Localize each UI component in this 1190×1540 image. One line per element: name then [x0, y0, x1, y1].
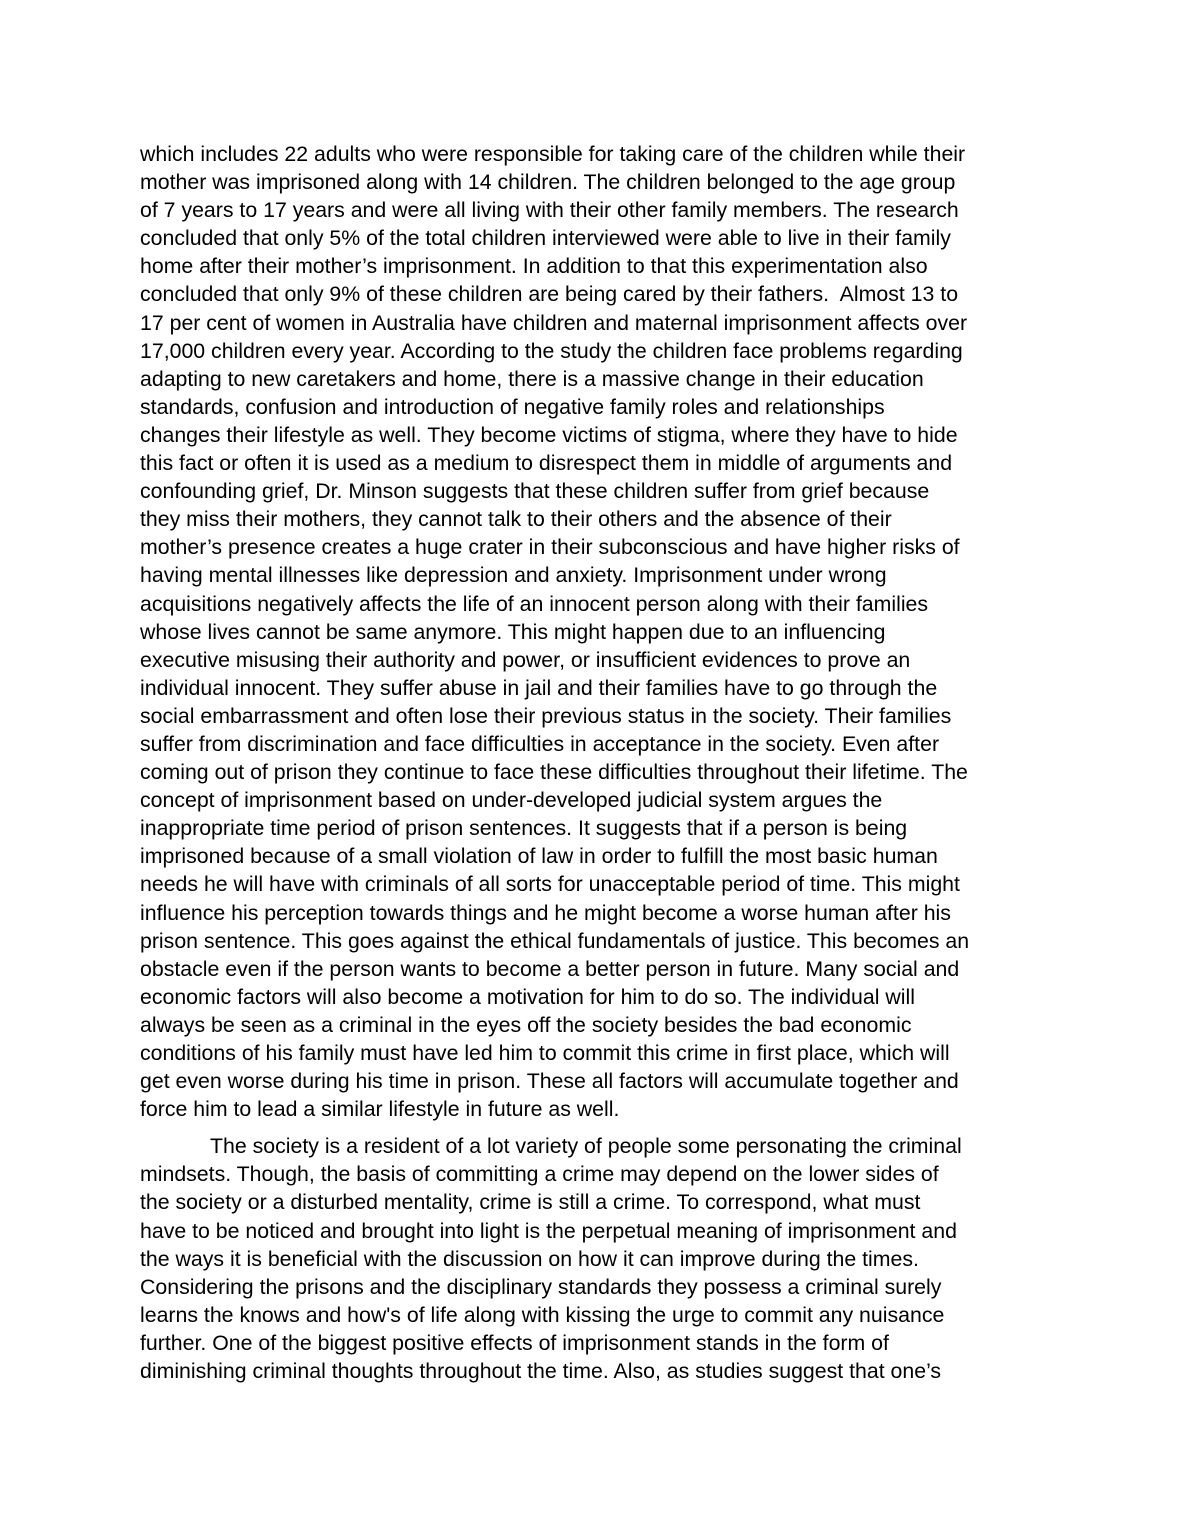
- text-line: The society is a resident of a lot variety of people some personating the criminal: [210, 1134, 962, 1159]
- text-line: social embarrassment and often lose their previous status in the society. Their families: [140, 703, 952, 728]
- text-line: executive misusing their authority and power, or insufficient evidences to prove an: [140, 647, 911, 672]
- text-line: get even worse during his time in prison. These all factors will accumulate together and: [140, 1069, 959, 1094]
- text-line: this fact or often it is used as a medium to disrespect them in middle of arguments and: [140, 451, 953, 476]
- text-line: mother was imprisoned along with 14 children. The children belonged to the age group: [140, 170, 956, 195]
- text-line: home after their mother’s imprisonment. In addition to that this experimentation also: [140, 254, 928, 279]
- text-line: obstacle even if the person wants to become a better person in future. Many social and: [140, 956, 960, 981]
- text-line: concluded that only 9% of these children are being cared by their fathers. Almost 13 to: [140, 282, 959, 307]
- text-line: diminishing criminal thoughts throughout the time. Also, as studies suggest that one’s: [140, 1359, 942, 1384]
- text-line: force him to lead a similar lifestyle in future as well.: [140, 1097, 620, 1122]
- text-line: always be seen as a criminal in the eyes off the society besides the bad economic: [140, 1012, 912, 1037]
- text-line: influence his perception towards things and he might become a worse human after his: [140, 900, 951, 925]
- text-line: they miss their mothers, they cannot talk to their others and the absence of their: [140, 507, 892, 532]
- document-body: [140, 140, 1060, 1385]
- text-line: standards, confusion and introduction of negative family roles and relationships: [140, 394, 885, 419]
- text-line: which includes 22 adults who were responsible for taking care of the children while their: [140, 142, 966, 166]
- text-line: of 7 years to 17 years and were all living with their other family members. The research: [140, 198, 959, 223]
- text-line: whose lives cannot be same anymore. This might happen due to an influencing: [140, 619, 886, 644]
- text-line: individual innocent. They suffer abuse in jail and their families have to go through the: [140, 675, 938, 700]
- text-line: concept of imprisonment based on under-developed judicial system argues the: [140, 788, 883, 813]
- text-line: Considering the prisons and the disciplinary standards they possess a criminal surely: [140, 1274, 942, 1299]
- text-line: have to be noticed and brought into light is the perpetual meaning of imprisonment and: [140, 1218, 957, 1243]
- text-line: conditions of his family must have led him to commit this crime in first place, which will: [140, 1041, 950, 1065]
- paragraph-2: [140, 1132, 1060, 1385]
- text-line: changes their lifestyle as well. They become victims of stigma, where they have to hide: [140, 422, 958, 447]
- text-line: acquisitions negatively affects the life of an innocent person along with their families: [140, 591, 929, 616]
- text-line: mindsets. Though, the basis of committing a crime may depend on the lower sides of: [140, 1162, 939, 1187]
- text-line: the society or a disturbed mentality, crime is still a crime. To correspond, what must: [140, 1190, 921, 1215]
- text-line: mother’s presence creates a huge crater in their subconscious and have higher risks of: [140, 535, 960, 560]
- text-line: prison sentence. This goes against the ethical fundamentals of justice. This becomes an: [140, 928, 970, 953]
- text-line: having mental illnesses like depression and anxiety. Imprisonment under wrong: [140, 563, 887, 588]
- text-line: concluded that only 5% of the total children interviewed were able to live in their family: [140, 226, 951, 251]
- text-line: 17,000 children every year. According to the study the children face problems regarding: [140, 338, 963, 363]
- text-line: coming out of prison they continue to face these difficulties throughout their lifetime. The: [140, 760, 968, 785]
- text-line: economic factors will also become a motivation for him to do so. The individual will: [140, 984, 915, 1009]
- text-line: confounding grief, Dr. Minson suggests that these children suffer from grief because: [140, 479, 930, 504]
- text-line: needs he will have with criminals of all sorts for unacceptable period of time. This might: [140, 872, 960, 897]
- text-line: 17 per cent of women in Australia have children and maternal imprisonment affects over: [140, 310, 968, 335]
- text-line: adapting to new caretakers and home, there is a massive change in their education: [140, 366, 924, 391]
- text-line: suffer from discrimination and face difficulties in acceptance in the society. Even after: [140, 731, 940, 756]
- text-line: the ways it is beneficial with the discussion on how it can improve during the times.: [140, 1246, 919, 1271]
- paragraph-1: [140, 140, 1060, 1123]
- text-line: further. One of the biggest positive effects of imprisonment stands in the form of: [140, 1330, 889, 1355]
- text-line: inappropriate time period of prison sentences. It suggests that if a person is being: [140, 816, 908, 841]
- text-line: imprisoned because of a small violation of law in order to fulfill the most basic human: [140, 844, 938, 869]
- text-line: learns the knows and how's of life along with kissing the urge to commit any nuisance: [140, 1302, 945, 1327]
- paragraph-spacing: [140, 1123, 1060, 1132]
